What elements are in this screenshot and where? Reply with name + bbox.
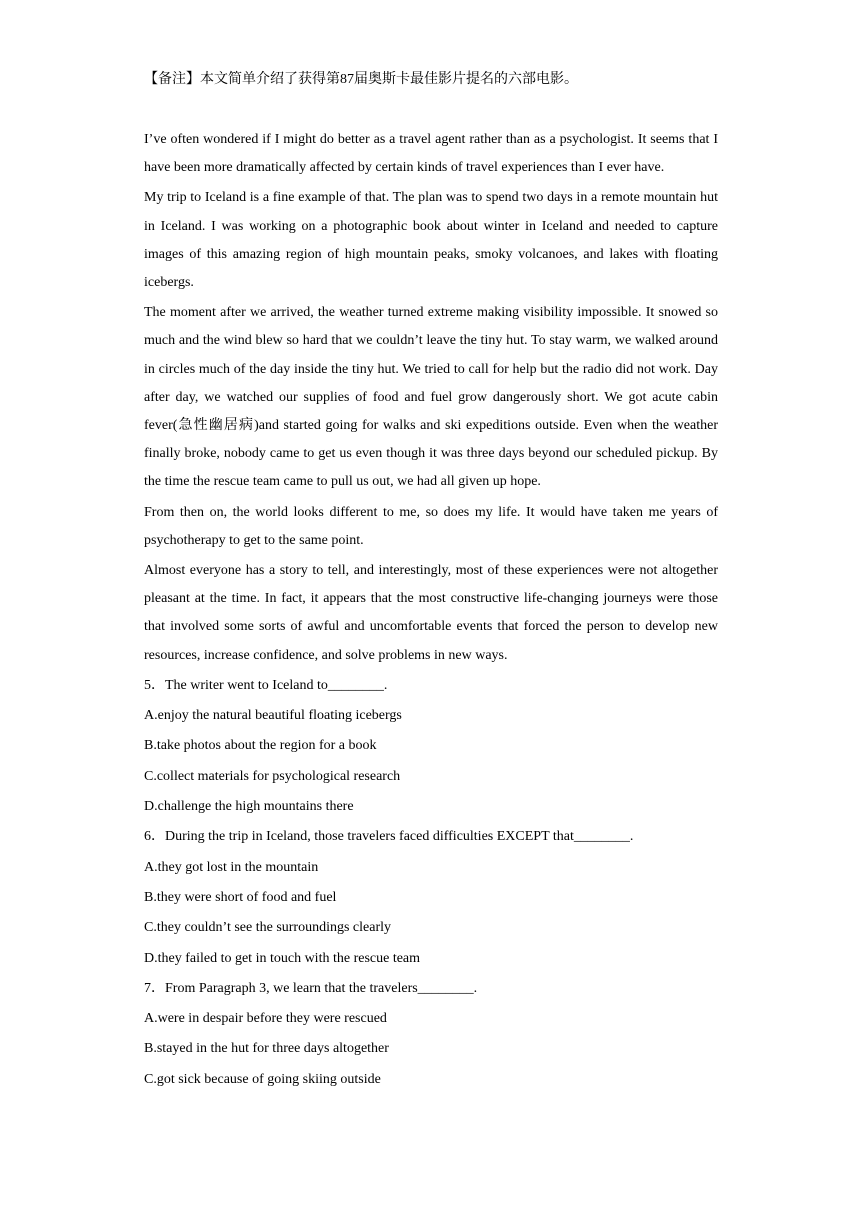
question-6 [144,823,718,972]
passage-paragraph-4: From then on, the world looks different to me, so does my life. It would have taken me years of psychotherapy to get to the same point. [144,504,718,548]
answer-option-b: B.take photos about the region for a book [144,738,377,754]
passage-paragraph-5: Almost everyone has a story to tell, and interestingly, most of these experiences were not altogether pleasant at the time. In fact, it appears that the most constructive life-changing journeys were those that involved some sorts of awful and uncomfortable events that forced the person to develop new resources, increase confidence, and solve problems in new ways. [144,563,718,663]
answer-option-d: D.challenge the high mountains there [144,799,354,815]
question-stem: 6．During the trip in Iceland, those travelers faced difficulties EXCEPT that________. [144,829,634,845]
passage-paragraph-3: The moment after we arrived, the weather turned extreme making visibility impossible. It snowed so much and the wind blew so hard that we couldn’t leave the tiny hut. To stay warm, we walked around in circles much of the day inside the tiny hut. We tried to call for help but the radio did not work. Day after day, we watched our supplies of food and fuel grow dangerously short. We got acute cabin fever(急性幽居病)and started going for walks and ski expeditions outside. Even when the weather finally broke, nobody came to get us even though it was three days beyond our scheduled pickup. By the time the rescue team came to pull us out, we had all given up hope. [144,305,718,490]
answer-option-c: C.collect materials for psychological research [144,768,401,784]
question-stem: 5．The writer went to Iceland to________. [144,677,388,693]
question-5 [144,672,718,821]
answer-option-d: D.they failed to get in touch with the rescue team [144,950,421,966]
answer-option-a: A.they got lost in the mountain [144,859,319,875]
passage-paragraph-2: My trip to Iceland is a fine example of that. The plan was to spend two days in a remote mountain hut in Iceland. I was working on a photographic book about winter in Iceland and needed to capture images of this amazing region of high mountain peaks, smoky volcanoes, and lakes with floating icebergs. [144,190,718,291]
document-page [144,66,718,1096]
reading-passage [144,126,718,670]
question-list [144,672,718,1094]
answer-option-a: A.enjoy the natural beautiful floating icebergs [144,708,402,724]
answer-option-c: C.got sick because of going skiing outside [144,1071,381,1087]
editor-note: 【备注】本文简单介绍了获得第87届奥斯卡最佳影片提名的六部电影。 [144,72,578,87]
passage-paragraph-1: I’ve often wondered if I might do better as a travel agent rather than as a psychologist. It seems that I have been more dramatically affected by certain kinds of travel experiences than I ever have. [144,132,718,176]
answer-option-b: B.stayed in the hut for three days altogether [144,1041,389,1057]
answer-option-c: C.they couldn’t see the surroundings clearly [144,920,392,936]
answer-option-b: B.they were short of food and fuel [144,889,337,905]
question-stem: 7．From Paragraph 3, we learn that the travelers________. [144,980,478,996]
answer-option-a: A.were in despair before they were rescued [144,1011,387,1027]
question-7 [144,975,718,1094]
